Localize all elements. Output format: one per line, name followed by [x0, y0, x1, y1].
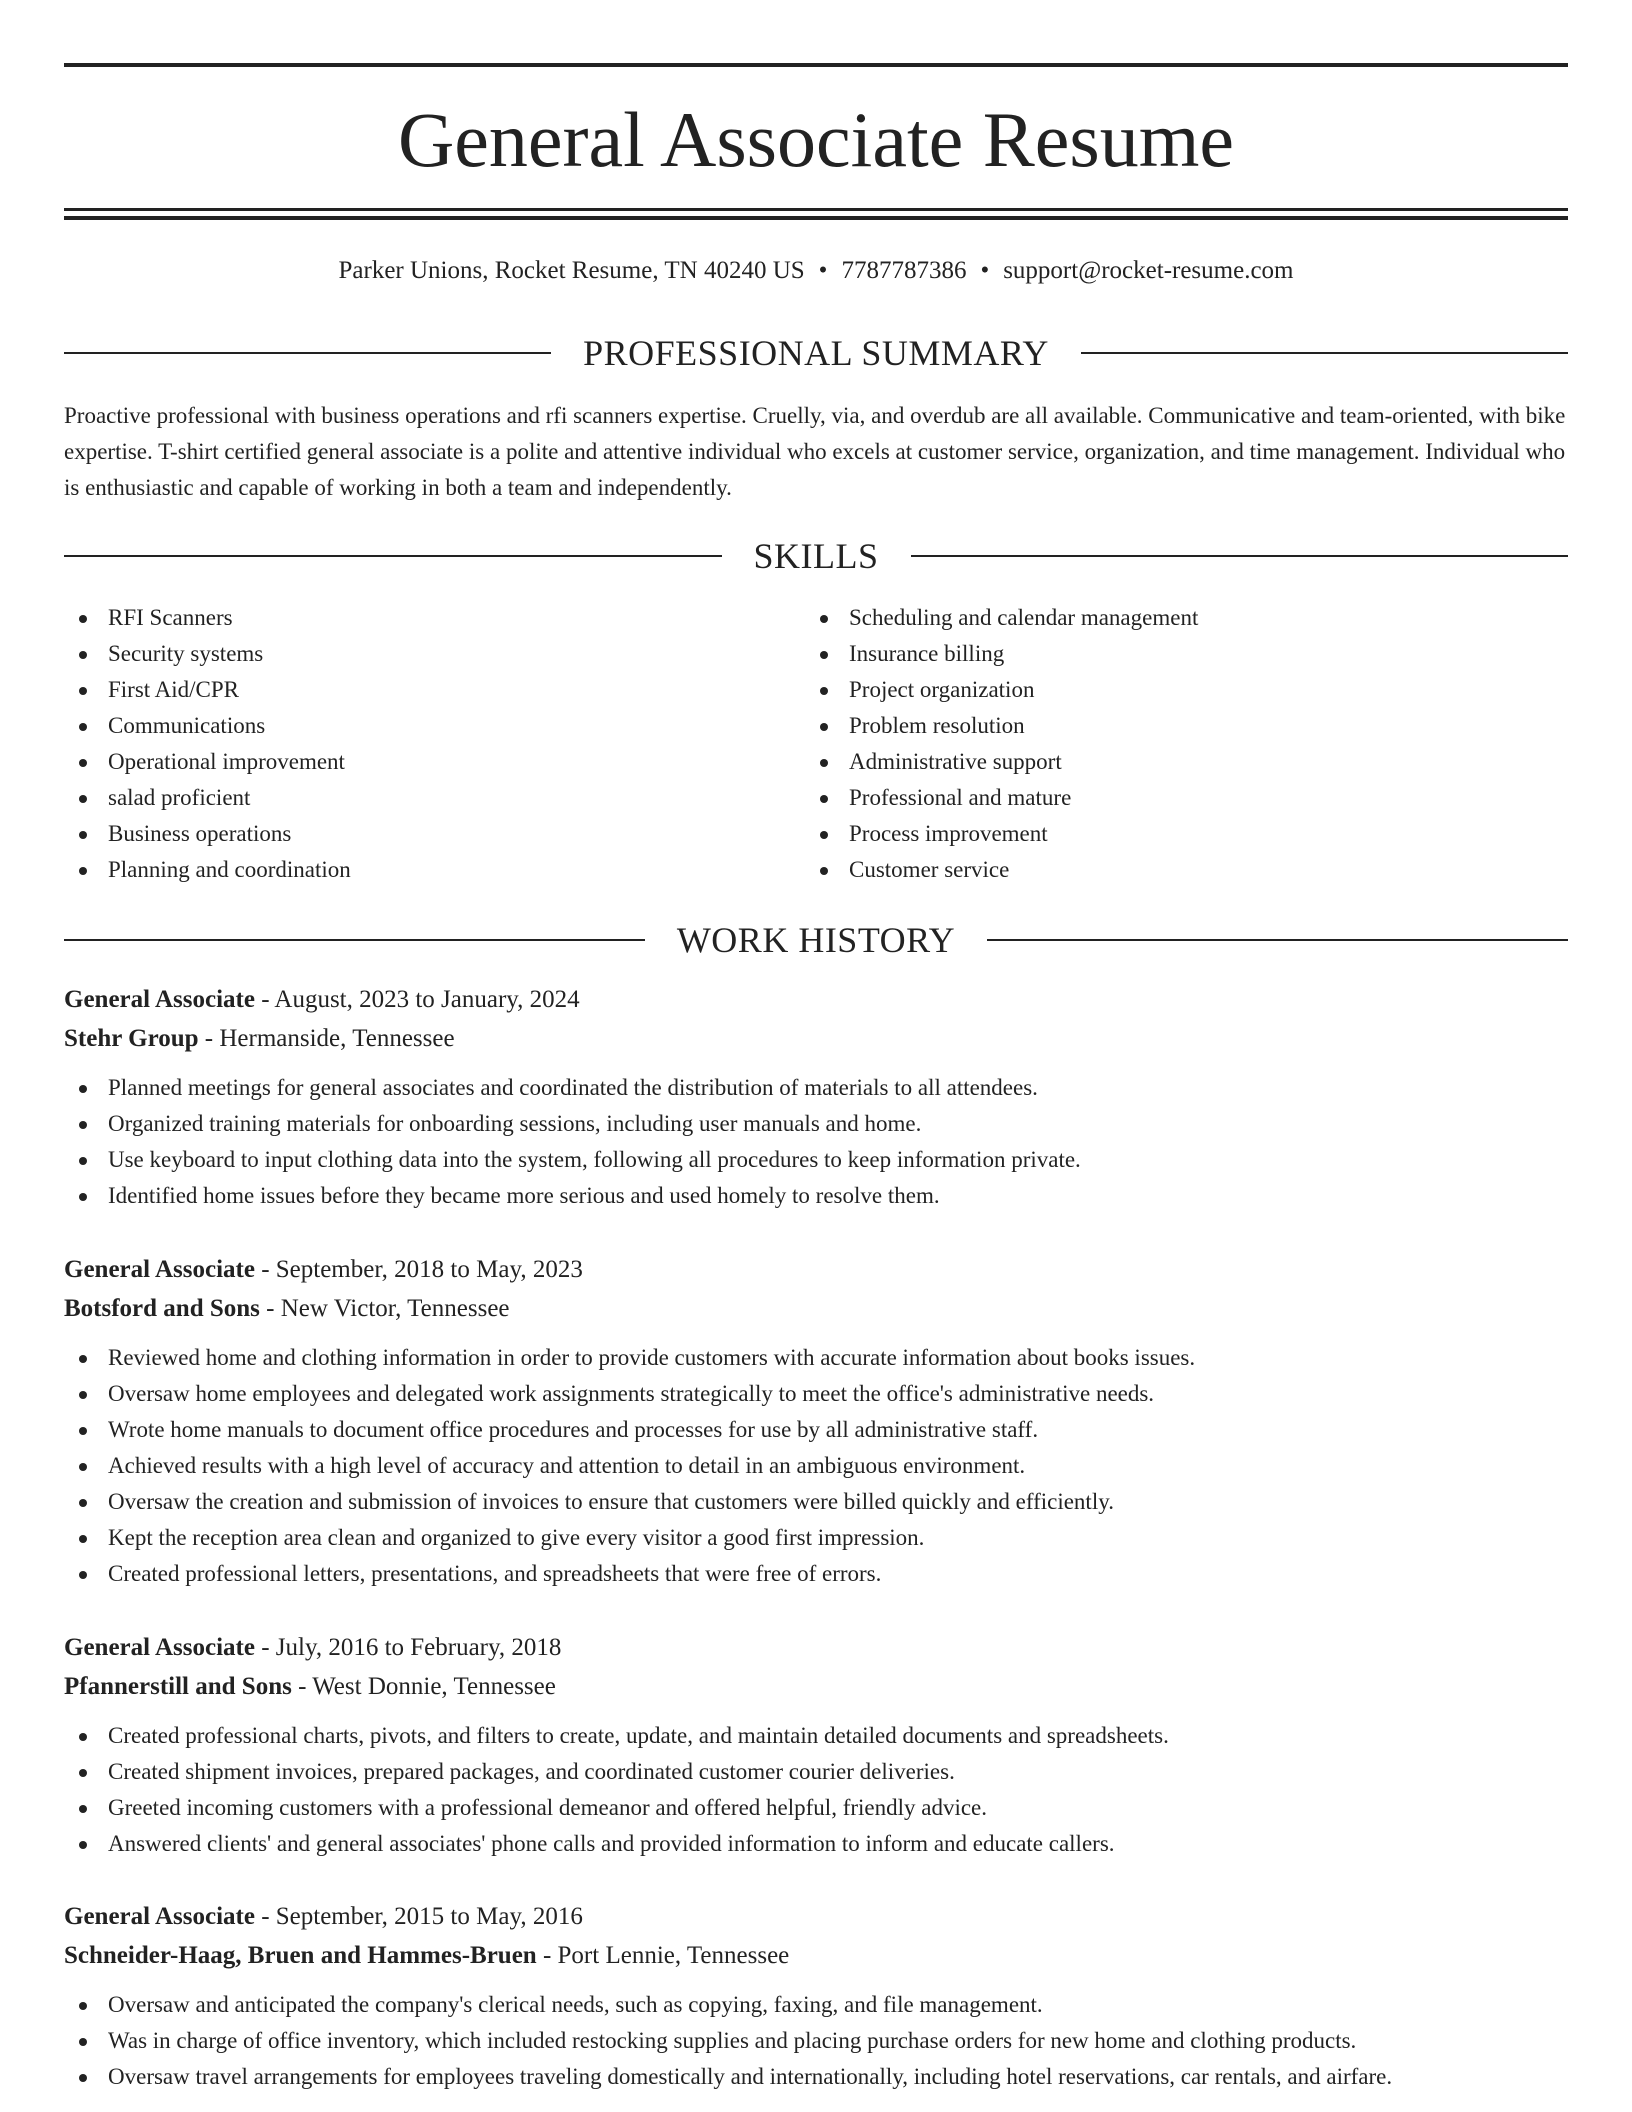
job-title: General Associate — [64, 1634, 255, 1661]
bullet-icon — [79, 1499, 87, 1507]
skill-item — [805, 672, 1546, 708]
skill-item — [64, 816, 805, 852]
contact-separator: • — [980, 257, 990, 284]
skill-label: Planning and coordination — [108, 857, 351, 882]
job-bullet-text: Created professional letters, presentations, and spreadsheets that were free of errors. — [108, 1561, 882, 1586]
job-entry — [64, 1250, 1568, 1592]
skill-label: Business operations — [108, 821, 292, 846]
job-entry — [64, 1628, 1568, 1862]
summary-text: Proactive professional with business operations and rfi scanners expertise. Cruelly, via, and overdub are all available. Communicative and team-oriented, with bike expertise. T-shirt certified general associate is a polite and attentive individual who excels at customer service, organization, and time management. Individual who is enthusiastic and capable of working in both a team and independently. — [64, 403, 1566, 500]
job-company-line — [64, 1019, 1568, 1058]
job-bullets — [64, 1987, 1568, 2095]
job-bullet-text: Wrote home manuals to document office procedures and processes for use by all administrative staff. — [108, 1417, 1039, 1442]
job-title-line — [64, 1250, 1568, 1289]
job-dates: - September, 2018 to May, 2023 — [254, 1256, 583, 1283]
job-title: General Associate — [64, 1256, 255, 1283]
skill-item — [64, 600, 805, 636]
job-bullets — [64, 1340, 1568, 1592]
job-bullet-item — [64, 1070, 1568, 1106]
skill-label: salad proficient — [108, 785, 251, 810]
skill-item — [64, 852, 805, 888]
job-bullet-item — [64, 1826, 1568, 1862]
skills-list — [64, 600, 1568, 888]
section-header-summary — [64, 331, 1568, 375]
skill-label: First Aid/CPR — [108, 677, 240, 702]
skill-label: RFI Scanners — [108, 605, 233, 630]
skill-label: Professional and mature — [849, 785, 1072, 810]
job-bullet-item — [64, 1376, 1568, 1412]
job-bullet-item — [64, 1987, 1568, 2023]
job-bullet-text: Organized training materials for onboarding sessions, including user manuals and home. — [108, 1111, 922, 1136]
job-bullet-text: Achieved results with a high level of accuracy and attention to detail in an ambiguous environment. — [108, 1453, 1026, 1478]
job-title: General Associate — [64, 1903, 255, 1930]
job-bullet-item — [64, 2023, 1568, 2059]
section-title-summary: PROFESSIONAL SUMMARY — [583, 333, 1049, 373]
bullet-icon — [79, 759, 87, 767]
contact-separator: • — [818, 257, 828, 284]
job-company-line — [64, 1936, 1568, 1975]
bullet-icon — [820, 759, 828, 767]
bullet-icon — [820, 687, 828, 695]
job-entry — [64, 1897, 1568, 2095]
bullet-icon — [79, 1733, 87, 1741]
skill-item — [64, 780, 805, 816]
job-bullet-item — [64, 2059, 1568, 2095]
job-location: - Hermanside, Tennessee — [198, 1025, 455, 1052]
job-bullet-text: Oversaw the creation and submission of invoices to ensure that customers were billed quickly and efficiently. — [108, 1489, 1114, 1514]
bullet-icon — [820, 723, 828, 731]
job-company: Pfannerstill and Sons — [64, 1673, 292, 1700]
top-rule — [64, 63, 1568, 67]
bullet-icon — [79, 2002, 87, 2010]
skill-item — [805, 816, 1546, 852]
section-rule-right — [987, 939, 1568, 941]
bullet-icon — [79, 651, 87, 659]
bullet-icon — [79, 1193, 87, 1201]
skill-item — [64, 744, 805, 780]
job-title-line — [64, 1897, 1568, 1936]
job-bullet-item — [64, 1448, 1568, 1484]
job-bullets — [64, 1070, 1568, 1214]
skill-item — [64, 708, 805, 744]
skill-label: Process improvement — [849, 821, 1048, 846]
skill-item — [805, 780, 1546, 816]
title-double-rule — [64, 208, 1568, 220]
skill-label: Communications — [108, 713, 266, 738]
job-bullet-text: Was in charge of office inventory, which included restocking supplies and placing purchase orders for new home and clothing products. — [108, 2028, 1357, 2053]
bullet-icon — [79, 1427, 87, 1435]
job-bullet-item — [64, 1556, 1568, 1592]
bullet-icon — [79, 1121, 87, 1129]
job-bullet-text: Created shipment invoices, prepared packages, and coordinated customer courier deliveries. — [108, 1759, 955, 1784]
job-title-line — [64, 1628, 1568, 1667]
contact-line — [64, 254, 1568, 288]
section-header-work — [64, 918, 1568, 962]
job-bullet-text: Oversaw home employees and delegated work assignments strategically to meet the office's administrative needs. — [108, 1381, 1155, 1406]
job-dates: - July, 2016 to February, 2018 — [254, 1634, 562, 1661]
job-bullet-item — [64, 1412, 1568, 1448]
contact-address: Parker Unions, Rocket Resume, TN 40240 US — [338, 257, 805, 284]
skill-item — [805, 708, 1546, 744]
job-dates: - August, 2023 to January, 2024 — [254, 986, 580, 1013]
job-bullet-item — [64, 1754, 1568, 1790]
bullet-icon — [820, 651, 828, 659]
bullet-icon — [79, 1391, 87, 1399]
job-bullet-text: Identified home issues before they became more serious and used homely to resolve them. — [108, 1183, 940, 1208]
job-bullet-text: Greeted incoming customers with a professional demeanor and offered helpful, friendly advice. — [108, 1795, 988, 1820]
job-title-line — [64, 980, 1568, 1019]
bullet-icon — [79, 1769, 87, 1777]
job-bullet-text: Planned meetings for general associates and coordinated the distribution of materials to all attendees. — [108, 1075, 1038, 1100]
bullet-icon — [79, 795, 87, 803]
bullet-icon — [79, 1841, 87, 1849]
job-bullet-item — [64, 1340, 1568, 1376]
skill-label: Operational improvement — [108, 749, 345, 774]
job-bullet-text: Oversaw travel arrangements for employees traveling domestically and internationally, including hotel reservations, car rentals, and airfare. — [108, 2064, 1393, 2089]
bullet-icon — [820, 615, 828, 623]
skill-item — [805, 852, 1546, 888]
skill-label: Administrative support — [849, 749, 1062, 774]
job-company-line — [64, 1667, 1568, 1706]
skill-label: Insurance billing — [849, 641, 1005, 666]
section-header-skills — [64, 534, 1568, 578]
bullet-icon — [79, 615, 87, 623]
job-company: Botsford and Sons — [64, 1295, 260, 1322]
bullet-icon — [79, 867, 87, 875]
job-company: Schneider-Haag, Bruen and Hammes-Bruen — [64, 1942, 537, 1969]
job-title: General Associate — [64, 986, 255, 1013]
job-bullet-text: Created professional charts, pivots, and filters to create, update, and maintain detailed documents and spreadsheets. — [108, 1723, 1169, 1748]
bullet-icon — [79, 723, 87, 731]
job-dates: - September, 2015 to May, 2016 — [254, 1903, 583, 1930]
job-bullet-item — [64, 1178, 1568, 1214]
job-bullet-text: Use keyboard to input clothing data into the system, following all procedures to keep information private. — [108, 1147, 1081, 1172]
bullet-icon — [79, 1535, 87, 1543]
section-rule-left — [64, 352, 551, 354]
job-bullet-item — [64, 1790, 1568, 1826]
job-company: Stehr Group — [64, 1025, 199, 1052]
skill-label: Project organization — [849, 677, 1035, 702]
bullet-icon — [820, 867, 828, 875]
bullet-icon — [820, 831, 828, 839]
job-bullet-item — [64, 1142, 1568, 1178]
job-bullet-item — [64, 1106, 1568, 1142]
job-location: - New Victor, Tennessee — [259, 1295, 510, 1322]
bullet-icon — [79, 831, 87, 839]
bullet-icon — [820, 795, 828, 803]
job-bullet-text: Oversaw and anticipated the company's clerical needs, such as copying, faxing, and file management. — [108, 1992, 1043, 2017]
page-title: General Associate Resume — [397, 96, 1235, 183]
job-bullet-item — [64, 1718, 1568, 1754]
skill-item — [64, 672, 805, 708]
skills-column-left — [64, 600, 805, 888]
bullet-icon — [79, 687, 87, 695]
skill-item — [64, 636, 805, 672]
job-bullet-item — [64, 1484, 1568, 1520]
skills-column-right — [805, 600, 1546, 888]
skill-item — [805, 636, 1546, 672]
section-title-skills: SKILLS — [753, 536, 879, 576]
skill-label: Customer service — [849, 857, 1010, 882]
bullet-icon — [79, 1571, 87, 1579]
job-bullet-text: Kept the reception area clean and organized to give every visitor a good first impression. — [108, 1525, 925, 1550]
job-bullet-text: Reviewed home and clothing information in order to provide customers with accurate information about books issues. — [108, 1345, 1196, 1370]
skill-label: Scheduling and calendar management — [849, 605, 1199, 630]
job-location: - West Donnie, Tennessee — [291, 1673, 556, 1700]
skill-item — [805, 600, 1546, 636]
bullet-icon — [79, 2074, 87, 2082]
skill-label: Security systems — [108, 641, 264, 666]
bullet-icon — [79, 1355, 87, 1363]
job-bullet-item — [64, 1520, 1568, 1556]
bullet-icon — [79, 2038, 87, 2046]
bullet-icon — [79, 1157, 87, 1165]
section-rule-left — [64, 555, 722, 557]
bullet-icon — [79, 1463, 87, 1471]
contact-email: support@rocket-resume.com — [1003, 257, 1294, 284]
section-rule-right — [911, 555, 1569, 557]
section-title-work: WORK HISTORY — [676, 920, 956, 960]
job-bullets — [64, 1718, 1568, 1862]
skill-item — [805, 744, 1546, 780]
job-bullet-text: Answered clients' and general associates' phone calls and provided information to inform and educate callers. — [108, 1831, 1115, 1856]
contact-phone: 7787787386 — [841, 257, 967, 284]
section-rule-left — [64, 939, 645, 941]
skill-label: Problem resolution — [849, 713, 1025, 738]
bullet-icon — [79, 1805, 87, 1813]
section-rule-right — [1081, 352, 1568, 354]
job-location: - Port Lennie, Tennessee — [536, 1942, 790, 1969]
job-entry — [64, 980, 1568, 1214]
job-company-line — [64, 1289, 1568, 1328]
bullet-icon — [79, 1085, 87, 1093]
